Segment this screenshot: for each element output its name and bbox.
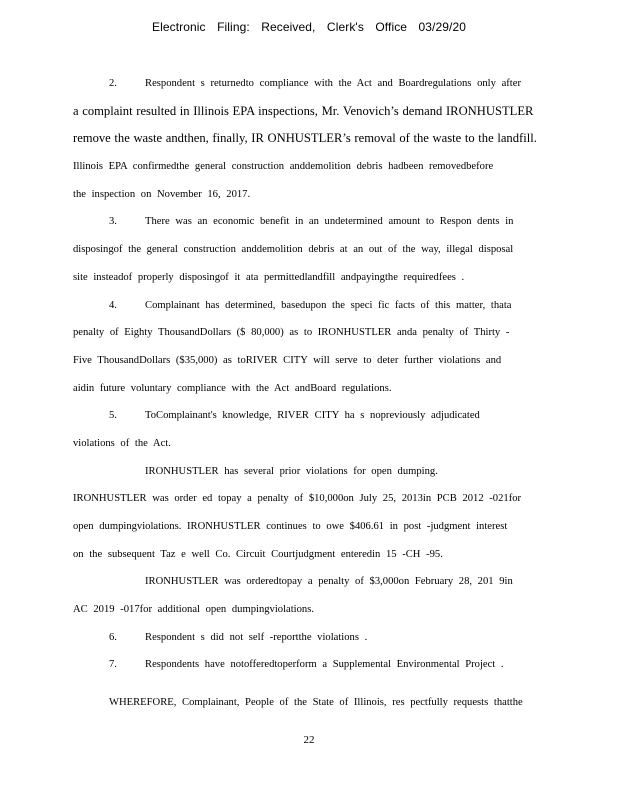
- paragraph-5-line-2: violations of the Act.: [73, 437, 171, 449]
- paragraph-text: Complainant has determined, basedupon the speci fic facts of this matter, thata: [145, 299, 512, 311]
- prior-violations-1-line-3: open dumpingviolations. IRONHUSTLER continues to owe $406.61 in post -judgment interest: [73, 521, 508, 532]
- filing-stamp-header: Electronic Filing: Received, Clerk's Office 03/29/20: [151, 20, 467, 34]
- paragraph-3-line-3: site insteadof properly disposingof it ata permittedlandfill andpayingthe requiredfees .: [73, 271, 465, 283]
- prior-violations-1-line-2: IRONHUSTLER was order ed topay a penalty of $10,000on July 25, 2013in PCB 2012 -021for: [73, 493, 522, 505]
- paragraph-number: 5.: [109, 410, 117, 422]
- paragraph-2-line-2: a complaint resulted in Illinois EPA inspections, Mr. Venovich’s demand IRONHUSTLER: [73, 103, 534, 118]
- wherefore-clause: WHEREFORE, Complainant, People of the State of Illinois, res pectfully requests thatthe: [109, 697, 523, 709]
- paragraph-number: 4.: [109, 299, 117, 311]
- prior-violations-2-line-1: IRONHUSTLER was orderedtopay a penalty of $3,000on February 28, 201 9in: [145, 576, 513, 588]
- prior-violations-2-line-2: AC 2019 -017for additional open dumpingviolations.: [73, 604, 314, 616]
- paragraph-3-line-2: disposingof the general construction anddemolition debris at an out of the way, illegal disposal: [73, 244, 514, 256]
- paragraph-2-line-5: the inspection on November 16, 2017.: [73, 188, 251, 200]
- paragraph-6-line-1: [73, 624, 549, 652]
- prior-violations-1-line-1: IRONHUSTLER has several prior violations for open dumping.: [145, 465, 438, 477]
- paragraph-2-line-1: [73, 70, 549, 98]
- paragraph-text: ToComplainant's knowledge, RIVER CITY ha s nopreviously adjudicated: [145, 410, 480, 422]
- paragraph-number: 3.: [109, 216, 117, 228]
- paragraph-2-line-4: Illinois EPA confirmedthe general construction anddemolition debris hadbeen removedbefore: [73, 161, 494, 173]
- paragraph-number: 6.: [109, 631, 117, 643]
- spacer: [73, 679, 549, 689]
- paragraph-number: 7.: [109, 659, 117, 671]
- paragraph-4-line-4: aidin future voluntary compliance with the Act andBoard regulations.: [73, 382, 392, 394]
- paragraph-text: Respondent s did not self -reportthe violations .: [145, 631, 368, 643]
- paragraph-3-line-1: [73, 208, 549, 236]
- paragraph-5-line-1: [73, 402, 549, 430]
- page-number: 22: [303, 734, 315, 746]
- paragraph-number: 2.: [109, 78, 117, 89]
- paragraph-4-line-1: [73, 292, 549, 320]
- paragraph-2-line-3: remove the waste andthen, finally, IR ONHUSTLER’s removal of the waste to the landfill.: [73, 131, 537, 146]
- document-body: [73, 70, 549, 717]
- paragraph-text: There was an economic benefit in an undetermined amount to Respon dents in: [145, 216, 514, 228]
- paragraph-4-line-2: penalty of Eighty ThousandDollars ($ 80,000) as to IRONHUSTLER anda penalty of Thirty -: [73, 327, 510, 339]
- paragraph-4-line-3: Five ThousandDollars ($35,000) as toRIVER CITY will serve to deter further violations and: [73, 354, 502, 366]
- paragraph-text: Respondent s returnedto compliance with the Act and Boardregulations only after: [145, 78, 521, 89]
- paragraph-text: Respondents have notofferedtoperform a Supplemental Environmental Project .: [145, 659, 504, 671]
- prior-violations-1-line-4: on the subsequent Taz e well Co. Circuit Courtjudgment enteredin 15 -CH -95.: [73, 548, 443, 560]
- paragraph-7-line-1: [73, 651, 549, 679]
